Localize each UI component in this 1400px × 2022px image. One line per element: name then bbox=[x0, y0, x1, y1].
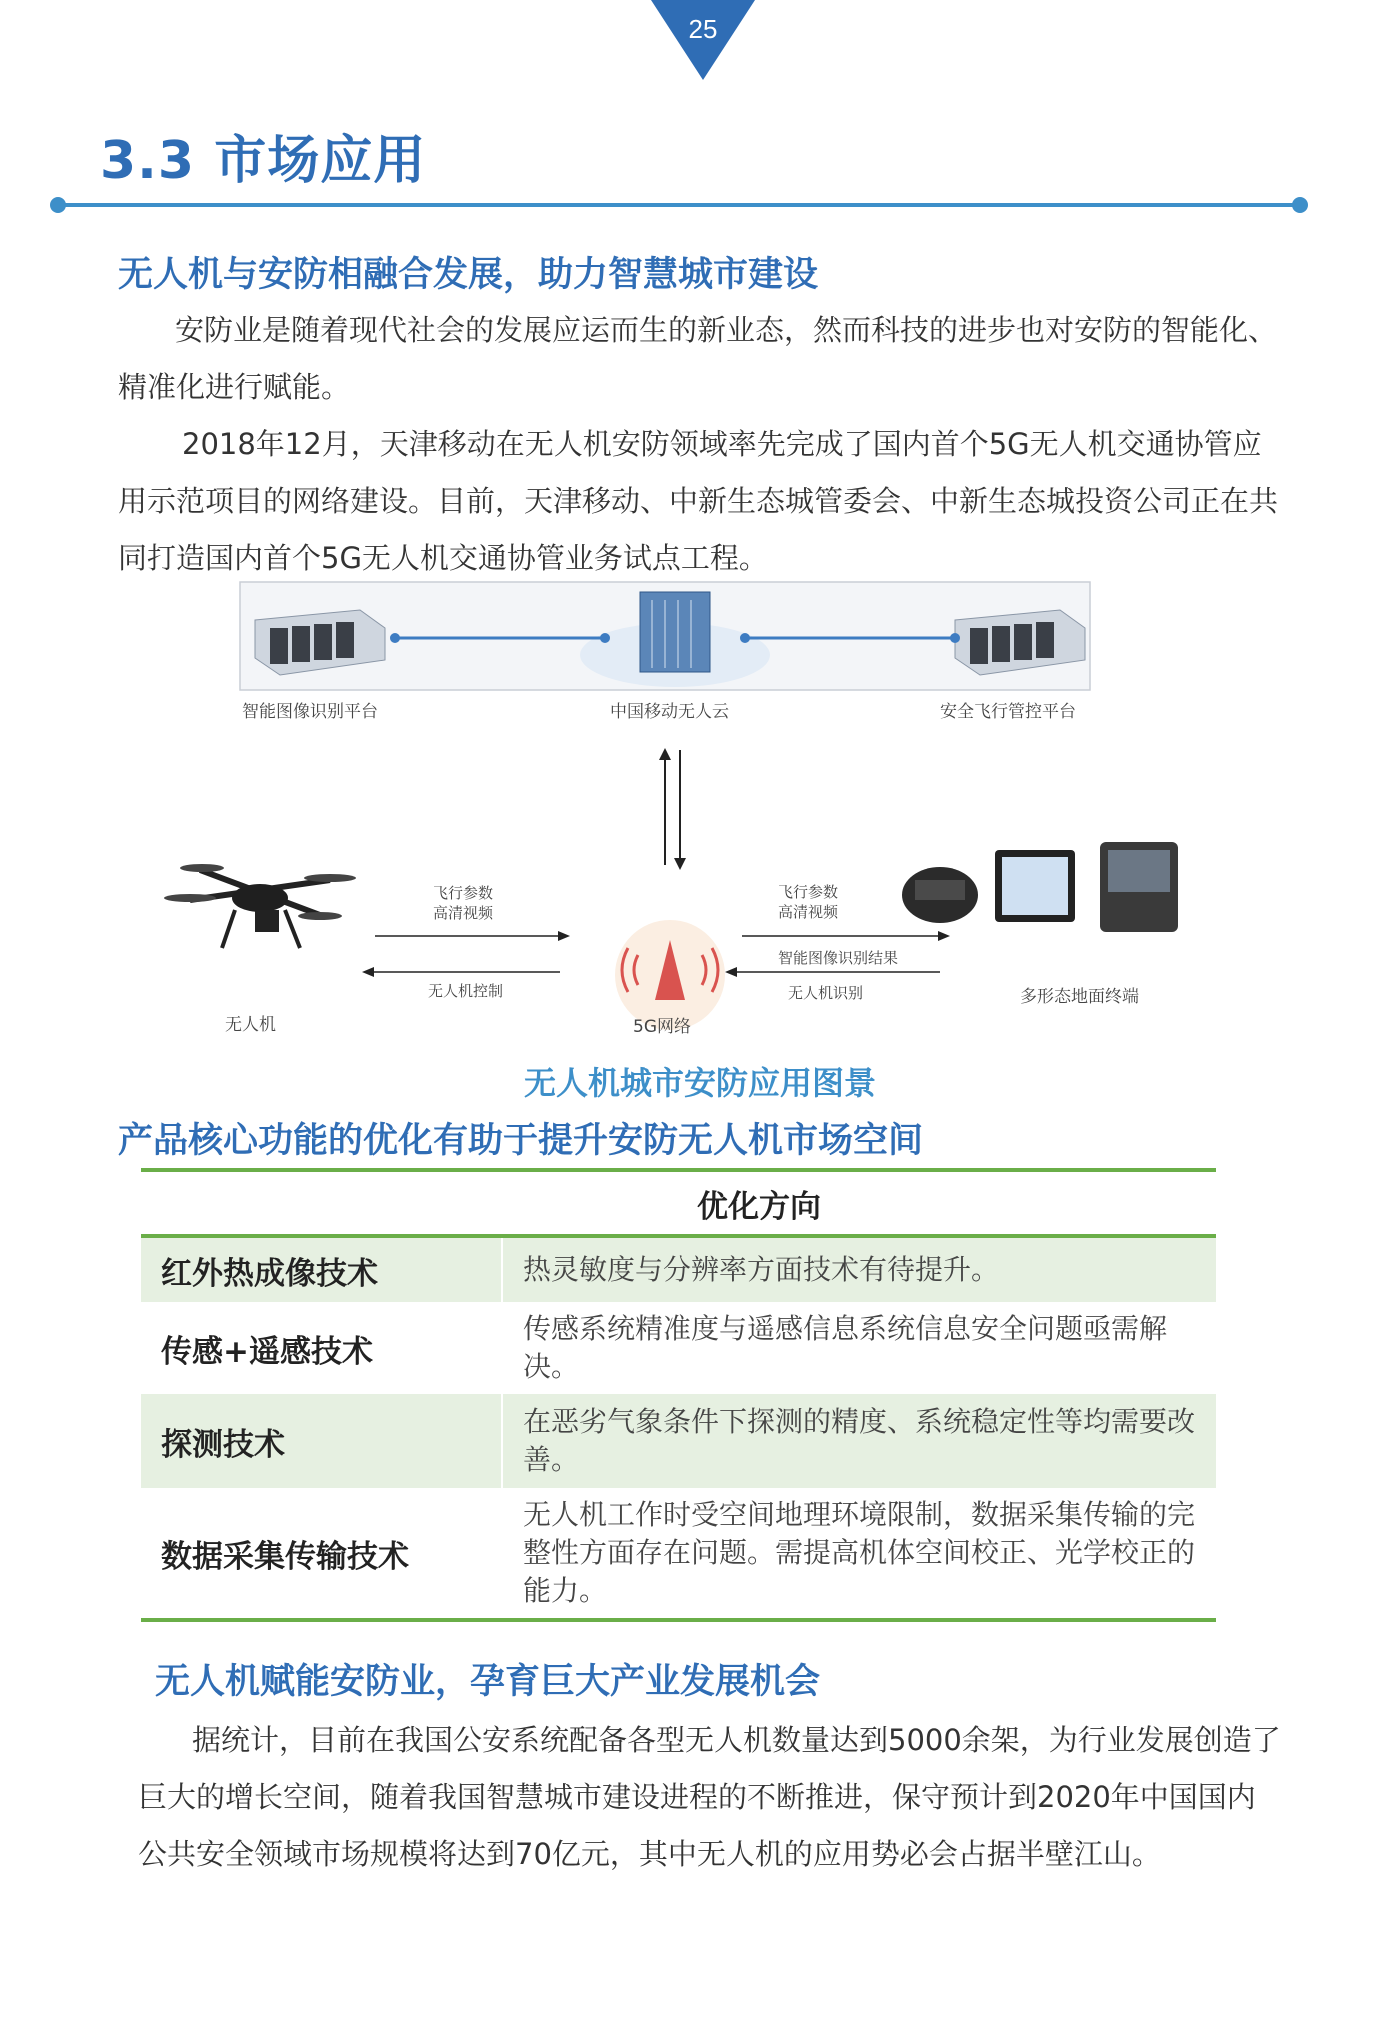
label-image-recognition-platform: 智能图像识别平台 bbox=[242, 702, 378, 722]
row-desc-detection: 在恶劣气象条件下探测的精度、系统稳定性等均需要改善。 bbox=[502, 1394, 1216, 1488]
label-ground-terminals: 多形态地面终端 bbox=[1020, 987, 1139, 1007]
table-row bbox=[141, 1302, 1216, 1394]
page-number: 25 bbox=[688, 14, 718, 44]
drone-security-diagram bbox=[150, 580, 1210, 1050]
label-drone-control: 无人机控制 bbox=[428, 982, 504, 1000]
paragraph-statistics: 据统计，目前在我国公安系统配备各型无人机数量达到5000余架，为行业发展创造了巨大的增长空间，随着我国智慧城市建设进程的不断推进，保守预计到2020年中国国内公共安全领域市场规模将达到70亿元，其中无人机的应用势必会占据半壁江山。 bbox=[138, 1723, 1281, 1871]
label-5g-network: 5G网络 bbox=[633, 1017, 691, 1037]
row-desc-sensing: 传感系统精准度与遥感信息系统信息安全问题亟需解决。 bbox=[502, 1302, 1216, 1394]
row-name-detection: 探测技术 bbox=[141, 1394, 502, 1488]
paragraph-security-industry: 安防业是随着现代社会的发展应运而生的新业态，然而科技的进步也对安防的智能化、精准化进行赋能。 bbox=[118, 313, 1278, 404]
section-title: 3.3 市场应用 bbox=[100, 131, 427, 191]
table-row bbox=[141, 1236, 1216, 1302]
table-row bbox=[141, 1488, 1216, 1618]
row-name-data-transfer: 数据采集传输技术 bbox=[161, 1538, 409, 1575]
subheading-fusion-development: 无人机与安防相融合发展，助力智慧城市建设 bbox=[118, 255, 819, 295]
table-bottom-rule bbox=[141, 1618, 1216, 1622]
ground-terminals-icon bbox=[902, 842, 1178, 932]
table-header-empty bbox=[141, 1172, 502, 1236]
label-drone-identification: 无人机识别 bbox=[788, 984, 864, 1002]
subheading-core-function-optimization: 产品核心功能的优化有助于提升安防无人机市场空间 bbox=[118, 1121, 924, 1161]
table-header-optimization: 优化方向 bbox=[697, 1188, 821, 1225]
subheading-industry-opportunity: 无人机赋能安防业，孕育巨大产业发展机会 bbox=[155, 1662, 821, 1702]
row-name-sensing: 传感+遥感技术 bbox=[161, 1333, 373, 1370]
table-header-row bbox=[141, 1172, 1216, 1236]
table-row bbox=[141, 1394, 1216, 1488]
row-desc-infrared: 热灵敏度与分辨率方面技术有待提升。 bbox=[502, 1236, 1216, 1302]
label-right-flight-params: 飞行参数 高清视频 bbox=[778, 883, 839, 921]
row-desc-data-transfer: 无人机工作时受空间地理环境限制，数据采集传输的完整性方面存在问题。需提高机体空间校正、光学校正的能力。 bbox=[502, 1488, 1216, 1618]
figure-caption: 无人机城市安防应用图景 bbox=[523, 1064, 876, 1102]
optimization-table bbox=[141, 1172, 1216, 1618]
header-divider bbox=[50, 196, 1310, 214]
row-name-infrared: 红外热成像技术 bbox=[141, 1236, 502, 1302]
paragraph-tianjin-mobile: 2018年12月，天津移动在无人机安防领域率先完成了国内首个5G无人机交通协管应用示范项目的网络建设。目前，天津移动、中新生态城管委会、中新生态城投资公司正在共同打造国内首个5G无人机交通协管业务试点工程。 bbox=[118, 427, 1279, 575]
drone-icon bbox=[164, 864, 356, 948]
label-left-flight-params: 飞行参数 高清视频 bbox=[433, 884, 494, 922]
label-drone: 无人机 bbox=[225, 1015, 276, 1035]
label-flight-control-platform: 安全飞行管控平台 bbox=[940, 702, 1076, 722]
label-image-recognition-result: 智能图像识别结果 bbox=[778, 949, 899, 967]
label-mobile-drone-cloud: 中国移动无人云 bbox=[610, 702, 729, 722]
